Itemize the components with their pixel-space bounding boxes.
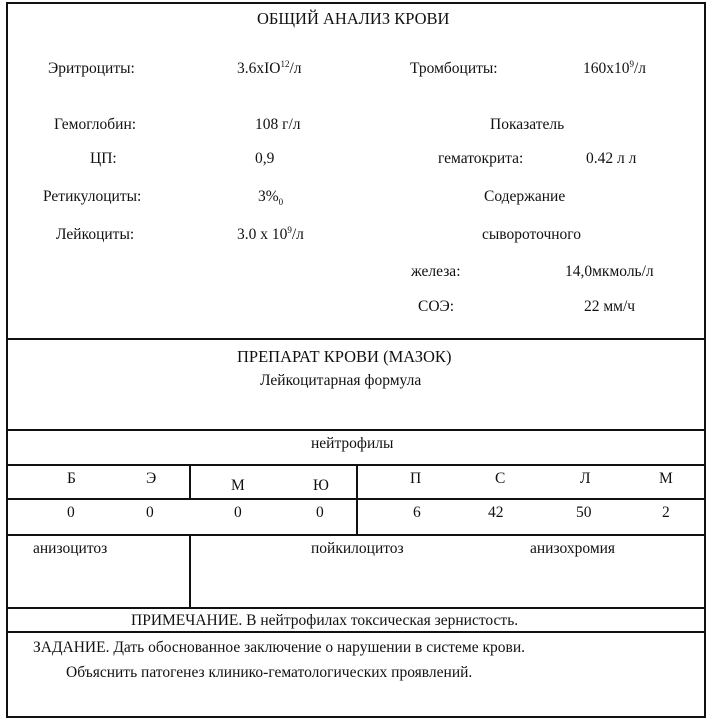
platelets-label: Тромбоциты:	[410, 60, 498, 77]
leukocytes-value: 3.0 х $10^9/л$	[237, 224, 304, 243]
anisochromia-label: анизохромия	[530, 540, 616, 557]
smear-title: ПРЕПАРАТ КРОВИ (МАЗОК)	[237, 347, 452, 366]
value-band: 6	[413, 504, 421, 521]
esr-label: СОЭ:	[418, 298, 455, 315]
section-divider	[6, 338, 706, 340]
neutrophils-header: нейтрофилы	[311, 435, 394, 452]
reticulocytes-value: $3\%_0$	[258, 188, 284, 208]
value-monocytes: 2	[662, 504, 670, 521]
hemoglobin-label: Гемоглобин:	[54, 116, 137, 133]
task-line-2: Объяснить патогенез клинико-гематологических проявлений.	[66, 664, 473, 681]
reticulocytes-label: Ретикулоциты:	[43, 188, 142, 205]
leukocytes-label: Лейкоциты:	[56, 226, 135, 243]
column-lymphocytes: Л	[580, 470, 591, 487]
smear-subtitle: Лейкоцитарная формула	[260, 372, 422, 389]
note-text: ПРИМЕЧАНИЕ. В нейтрофилах токсическая зернистость.	[131, 612, 519, 629]
column-myelocytes: М	[231, 477, 245, 494]
note-top-line	[6, 607, 706, 609]
column-eosinophils: Э	[146, 470, 157, 487]
value-segmented: 42	[488, 504, 504, 521]
value-myelocytes: 0	[234, 504, 242, 521]
morphology-divider	[189, 535, 191, 608]
task-line-1: ЗАДАНИЕ. Дать обоснованное заключение о нарушении в системе крови.	[33, 639, 526, 656]
formula-divider-1	[189, 465, 191, 500]
iron-label-2: сывороточного	[482, 226, 582, 243]
morphology-top-line	[6, 534, 706, 536]
platelets-value: $160х10^9/л$	[583, 58, 647, 77]
column-monocytes: М	[659, 470, 673, 487]
color-index-label: ЦП:	[90, 150, 117, 167]
formula-table-top-line	[6, 429, 706, 431]
hematocrit-label-1: Показатель	[490, 116, 565, 133]
anisocytosis-label: анизоцитоз	[33, 540, 108, 557]
value-metamyelocytes: 0	[316, 504, 324, 521]
value-lymphocytes: 50	[576, 504, 592, 521]
poikilocytosis-label: пойкилоцитоз	[311, 540, 404, 557]
column-metamyelocytes: Ю	[313, 477, 329, 494]
formula-divider-2	[356, 465, 358, 535]
esr-value: 22 мм/ч	[584, 298, 636, 315]
task-top-line	[6, 631, 706, 633]
iron-label-3: железа:	[411, 263, 461, 280]
hematocrit-value: 0.42 л л	[586, 150, 637, 167]
erythrocytes-label: Эритроциты:	[48, 60, 135, 77]
column-band: П	[410, 470, 422, 487]
hematocrit-label-2: гематокрита:	[438, 150, 524, 167]
hemoglobin-value: 108 г/л	[255, 116, 301, 133]
blood-test-title: ОБЩИЙ АНАЛИЗ КРОВИ	[257, 9, 450, 28]
iron-label-1: Содержание	[484, 188, 566, 205]
value-basophils: 0	[67, 504, 75, 521]
value-eosinophils: 0	[146, 504, 154, 521]
column-segmented: С	[495, 470, 506, 487]
iron-value: 14,0мкмоль/л	[565, 263, 654, 280]
column-basophils: Б	[67, 470, 76, 487]
color-index-value: 0,9	[255, 150, 275, 167]
erythrocytes-value: 3.6хIO$^{12}$/л	[237, 58, 302, 77]
